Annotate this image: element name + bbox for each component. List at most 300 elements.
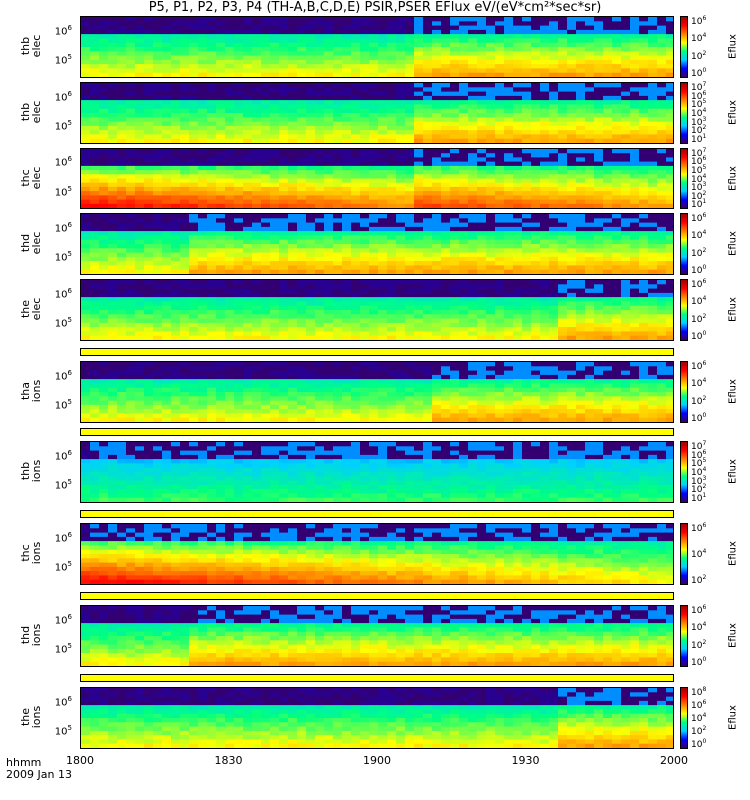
spectrogram-cell [576, 68, 586, 73]
spectrogram-cell [225, 214, 235, 219]
spectrogram-cell [252, 240, 262, 245]
spectrogram-cell [585, 113, 595, 118]
spectrogram-cell [378, 248, 388, 253]
spectrogram-cell [153, 293, 163, 298]
spectrogram-cell [630, 117, 640, 122]
spectrogram-cell [153, 418, 163, 423]
spectrogram-cell [243, 331, 253, 336]
spectrogram-cell [288, 200, 298, 205]
spectrogram-cell [369, 336, 379, 341]
spectrogram-cell [396, 117, 406, 122]
spectrogram-cell [135, 280, 145, 285]
spectrogram-cell [558, 204, 568, 209]
spectrogram-cell [315, 166, 325, 171]
spectrogram-cell [216, 413, 226, 418]
spectrogram-cell [225, 235, 235, 240]
spectrogram-cell [405, 166, 415, 171]
spectrogram-cell [378, 319, 388, 324]
spectrogram-cell [135, 388, 145, 393]
spectrogram-cell [450, 331, 460, 336]
spectrogram-cell [450, 21, 460, 26]
spectrogram-cell [378, 126, 388, 131]
spectrogram-cell [387, 218, 397, 223]
spectrogram-cell [450, 306, 460, 311]
spectrogram-cell [639, 223, 649, 228]
spectrogram-cell [567, 214, 577, 219]
spectrogram-cell [504, 162, 514, 167]
spectrogram-cell [270, 96, 280, 101]
spectrogram-cell [207, 96, 217, 101]
spectrogram-cell [315, 162, 325, 167]
spectrogram-cell [540, 280, 550, 285]
spectrogram-cell [153, 153, 163, 158]
spectrogram-cell [81, 413, 91, 418]
spectrogram-cell [153, 83, 163, 88]
spectrogram-cell [261, 218, 271, 223]
spectrogram-cell [369, 214, 379, 219]
spectrogram-cell [180, 204, 190, 209]
spectrogram-cell [126, 257, 136, 262]
spectrogram-cell [144, 56, 154, 61]
spectrogram-cell [639, 96, 649, 101]
spectrogram-cell [666, 56, 674, 61]
spectrogram-cell [423, 223, 433, 228]
colorbar-tick-label: $10^1$ [691, 133, 707, 146]
spectrogram-cell [603, 51, 613, 56]
spectrogram-cell [459, 223, 469, 228]
spectrogram-cell [621, 231, 631, 236]
spectrogram-cell [432, 323, 442, 328]
spectrogram-cell [126, 314, 136, 319]
spectrogram-cell [90, 388, 100, 393]
spectrogram-cell [540, 73, 550, 78]
spectrogram-cell [378, 244, 388, 249]
spectrogram-cell [180, 51, 190, 56]
spectrogram-cell [342, 253, 352, 258]
spectrogram-cell [513, 289, 523, 294]
spectrogram-cell [432, 265, 442, 270]
spectrogram-cell [558, 331, 568, 336]
spectrogram-cell [306, 92, 316, 97]
spectrogram-cell [279, 100, 289, 105]
spectrogram-cell [108, 248, 118, 253]
spectrogram-cell [315, 92, 325, 97]
spectrogram-cell [396, 157, 406, 162]
spectrogram-cell [333, 87, 343, 92]
spectrogram-cell [378, 265, 388, 270]
spectrogram-cell [252, 30, 262, 35]
spectrogram-cell [99, 187, 109, 192]
spectrogram-panel [80, 148, 674, 209]
spectrogram-cell [423, 284, 433, 289]
spectrogram-cell [585, 191, 595, 196]
spectrogram-cell [594, 26, 604, 31]
spectrogram-cell [216, 270, 226, 275]
spectrogram-cell [81, 383, 91, 388]
spectrogram-cell [144, 51, 154, 56]
spectrogram-cell [369, 113, 379, 118]
spectrogram-cell [261, 149, 271, 154]
spectrogram-cell [81, 227, 91, 232]
spectrogram-cell [612, 34, 622, 39]
spectrogram-cell [585, 183, 595, 188]
spectrogram-cell [153, 231, 163, 236]
spectrogram-cell [153, 51, 163, 56]
spectrogram-cell [189, 366, 199, 371]
spectrogram-cell [432, 153, 442, 158]
spectrogram-cell [189, 26, 199, 31]
spectrogram-cell [405, 195, 415, 200]
spectrogram-cell [216, 174, 226, 179]
spectrogram-cell [558, 170, 568, 175]
spectrogram-cell [531, 297, 541, 302]
spectrogram-cell [342, 34, 352, 39]
spectrogram-cell [432, 327, 442, 332]
spectrogram-cell [549, 223, 559, 228]
spectrogram-cell [153, 68, 163, 73]
spectrogram-cell [522, 218, 532, 223]
spectrogram-cell [117, 214, 127, 219]
spectrogram-cell [459, 113, 469, 118]
spectrogram-cell [549, 265, 559, 270]
spectrogram-cell [657, 166, 667, 171]
spectrogram-cell [450, 336, 460, 341]
spectrogram-cell [108, 323, 118, 328]
spectrogram-cell [270, 122, 280, 127]
spectrogram-cell [189, 73, 199, 78]
spectrogram-cell [342, 134, 352, 139]
spectrogram-cell [567, 109, 577, 114]
spectrogram-cell [225, 187, 235, 192]
spectrogram-cell [162, 413, 172, 418]
spectrogram-cell [603, 153, 613, 158]
spectrogram-cell [135, 261, 145, 266]
spectrogram-cell [531, 166, 541, 171]
spectrogram-cell [369, 289, 379, 294]
spectrogram-cell [468, 257, 478, 262]
spectrogram-cell [630, 223, 640, 228]
spectrogram-cell [423, 64, 433, 69]
spectrogram-cell [576, 139, 586, 144]
spectrogram-cell [414, 87, 424, 92]
spectrogram-cell [369, 301, 379, 306]
spectrogram-cell [180, 214, 190, 219]
spectrogram-cell [495, 179, 505, 184]
spectrogram-cell [342, 38, 352, 43]
spectrogram-cell [414, 235, 424, 240]
spectrogram-panel [80, 16, 674, 78]
spectrogram-cell [396, 280, 406, 285]
spectrogram-cell [180, 235, 190, 240]
spectrogram-cell [594, 73, 604, 78]
spectrogram-cell [288, 87, 298, 92]
spectrogram-cell [369, 314, 379, 319]
spectrogram-cell [387, 92, 397, 97]
spectrogram-cell [549, 244, 559, 249]
spectrogram-cell [621, 100, 631, 105]
spectrogram-cell [432, 157, 442, 162]
spectrogram-cell [207, 162, 217, 167]
spectrogram-cell [108, 418, 118, 423]
spectrogram-cell [225, 83, 235, 88]
spectrogram-cell [459, 214, 469, 219]
spectrogram-cell [216, 149, 226, 154]
spectrogram-cell [324, 306, 334, 311]
spectrogram-cell [423, 187, 433, 192]
spectrogram-cell [387, 231, 397, 236]
spectrogram-cell [81, 26, 91, 31]
spectrogram-cell [144, 109, 154, 114]
spectrogram-cell [531, 289, 541, 294]
spectrogram-cell [288, 162, 298, 167]
spectrogram-cell [513, 306, 523, 311]
spectrogram-cell [234, 280, 244, 285]
spectrogram-cell [603, 191, 613, 196]
spectrogram-cell [90, 261, 100, 266]
colorbar-tick-label: $10^4$ [691, 229, 707, 242]
spectrogram-cell [513, 183, 523, 188]
spectrogram-cell [360, 280, 370, 285]
spectrogram-cell [414, 17, 424, 22]
spectrogram-cell [189, 92, 199, 97]
spectrogram-cell [648, 297, 658, 302]
spectrogram-cell [99, 30, 109, 35]
spectrogram-cell [522, 253, 532, 258]
spectrogram-cell [243, 297, 253, 302]
spectrogram-cell [306, 227, 316, 232]
spectrogram-cell [387, 270, 397, 275]
spectrogram-cell [216, 21, 226, 26]
spectrogram-cell [576, 231, 586, 236]
spectrogram-cell [198, 383, 208, 388]
spectrogram-cell [387, 117, 397, 122]
spectrogram-cell [621, 248, 631, 253]
spectrogram-cell [306, 21, 316, 26]
spectrogram-cell [99, 227, 109, 232]
spectrogram-cell [180, 336, 190, 341]
spectrogram-cell [360, 183, 370, 188]
spectrogram-cell [522, 204, 532, 209]
spectrogram-cell [270, 126, 280, 131]
spectrogram-cell [288, 231, 298, 236]
spectrogram-cell [315, 253, 325, 258]
spectrogram-cell [432, 331, 442, 336]
spectrogram-cell [603, 130, 613, 135]
spectrogram-cell [207, 405, 217, 410]
spectrogram-cell [297, 153, 307, 158]
spectrogram-cell [423, 297, 433, 302]
spectrogram-cell [144, 73, 154, 78]
spectrogram-cell [243, 323, 253, 328]
spectrogram-cell [630, 191, 640, 196]
spectrogram-cell [324, 87, 334, 92]
spectrogram-cell [621, 51, 631, 56]
spectrogram-cell [549, 60, 559, 65]
spectrogram-cell [477, 183, 487, 188]
spectrogram-cell [180, 218, 190, 223]
spectrogram-cell [162, 362, 172, 367]
spectrogram-cell [603, 60, 613, 65]
spectrogram-cell [198, 126, 208, 131]
spectrogram-cell [261, 162, 271, 167]
spectrogram-cell [135, 96, 145, 101]
spectrogram-cell [225, 130, 235, 135]
spectrogram-cell [558, 310, 568, 315]
spectrogram-cell [567, 122, 577, 127]
spectrogram-cell [585, 174, 595, 179]
spectrogram-cell [126, 195, 136, 200]
spectrogram-cell [360, 174, 370, 179]
spectrogram-cell [333, 104, 343, 109]
spectrogram-cell [225, 60, 235, 65]
spectrogram-cell [261, 60, 271, 65]
spectrogram-cell [567, 26, 577, 31]
spectrogram-cell [360, 284, 370, 289]
spectrogram-cell [477, 73, 487, 78]
spectrogram-cell [225, 122, 235, 127]
spectrogram-cell [306, 38, 316, 43]
spectrogram-cell [180, 162, 190, 167]
spectrogram-cell [306, 104, 316, 109]
spectrogram-cell [216, 100, 226, 105]
spectrogram-cell [387, 293, 397, 298]
spectrogram-cell [108, 218, 118, 223]
spectrogram-cell [279, 68, 289, 73]
spectrogram-cell [225, 96, 235, 101]
spectrogram-cell [270, 362, 280, 367]
spectrogram-cell [459, 289, 469, 294]
spectrogram-cell [315, 323, 325, 328]
spectrogram-cell [477, 187, 487, 192]
spectrogram-cell [333, 257, 343, 262]
spectrogram-cell [90, 170, 100, 175]
spectrogram-cell [558, 289, 568, 294]
spectrogram-cell [459, 248, 469, 253]
spectrogram-cell [117, 134, 127, 139]
spectrogram-cell [261, 405, 271, 410]
spectrogram-cell [90, 43, 100, 48]
spectrogram-cell [108, 60, 118, 65]
spectrogram-cell [207, 418, 217, 423]
spectrogram-cell [252, 179, 262, 184]
spectrogram-cell [234, 38, 244, 43]
spectrogram-cell [261, 96, 271, 101]
spectrogram-cell [486, 43, 496, 48]
spectrogram-cell [549, 73, 559, 78]
spectrogram-cell [666, 223, 674, 228]
spectrogram-cell [342, 51, 352, 56]
spectrogram-cell [333, 204, 343, 209]
spectrogram-cell [108, 301, 118, 306]
spectrogram-cell [135, 104, 145, 109]
spectrogram-cell [288, 195, 298, 200]
spectrogram-cell [657, 265, 667, 270]
spectrogram-cell [216, 301, 226, 306]
spectrogram-cell [585, 240, 595, 245]
spectrogram-cell [351, 297, 361, 302]
spectrogram-cell [297, 327, 307, 332]
spectrogram-cell [621, 73, 631, 78]
spectrogram-cell [171, 392, 181, 397]
spectrogram-cell [297, 179, 307, 184]
spectrogram-cell [297, 191, 307, 196]
spectrogram-cell [621, 96, 631, 101]
spectrogram-cell [234, 323, 244, 328]
spectrogram-cell [558, 214, 568, 219]
spectrogram-cell [243, 43, 253, 48]
spectrogram-cell [567, 153, 577, 158]
spectrogram-cell [513, 280, 523, 285]
spectrogram-cell [576, 289, 586, 294]
spectrogram-cell [522, 301, 532, 306]
spectrogram-cell [657, 289, 667, 294]
spectrogram-cell [288, 314, 298, 319]
spectrogram-cell [126, 30, 136, 35]
spectrogram-cell [243, 240, 253, 245]
spectrogram-cell [639, 331, 649, 336]
spectrogram-cell [324, 126, 334, 131]
spectrogram-cell [612, 223, 622, 228]
spectrogram-cell [486, 51, 496, 56]
spectrogram-cell [513, 38, 523, 43]
spectrogram-cell [162, 310, 172, 315]
spectrogram-cell [279, 375, 289, 380]
spectrogram-cell [567, 293, 577, 298]
spectrogram-cell [297, 166, 307, 171]
spectrogram-cell [288, 218, 298, 223]
spectrogram-cell [387, 26, 397, 31]
spectrogram-cell [288, 183, 298, 188]
spectrogram-cell [162, 100, 172, 105]
spectrogram-cell [252, 117, 262, 122]
spectrogram-cell [486, 293, 496, 298]
spectrogram-cell [252, 388, 262, 393]
spectrogram-cell [297, 157, 307, 162]
spectrogram-cell [171, 122, 181, 127]
spectrogram-cell [90, 104, 100, 109]
spectrogram-cell [270, 257, 280, 262]
spectrogram-cell [108, 68, 118, 73]
spectrogram-cell [630, 265, 640, 270]
spectrogram-cell [117, 149, 127, 154]
spectrogram-cell [198, 235, 208, 240]
spectrogram-cell [414, 113, 424, 118]
spectrogram-cell [180, 83, 190, 88]
spectrogram-cell [297, 100, 307, 105]
spectrogram-cell [414, 265, 424, 270]
spectrogram-cell [495, 306, 505, 311]
spectrogram-cell [108, 149, 118, 154]
spectrogram-cell [261, 109, 271, 114]
spectrogram-image [81, 17, 674, 78]
spectrogram-cell [423, 30, 433, 35]
spectrogram-cell [342, 218, 352, 223]
spectrogram-cell [630, 47, 640, 52]
spectrogram-cell [594, 240, 604, 245]
spectrogram-cell [351, 183, 361, 188]
spectrogram-cell [99, 43, 109, 48]
spectrogram-cell [639, 166, 649, 171]
spectrogram-cell [378, 231, 388, 236]
spectrogram-cell [639, 187, 649, 192]
spectrogram-cell [648, 187, 658, 192]
spectrogram-cell [216, 38, 226, 43]
spectrogram-cell [117, 187, 127, 192]
spectrogram-cell [180, 122, 190, 127]
spectrogram-cell [198, 214, 208, 219]
spectrogram-cell [387, 139, 397, 144]
spectrogram-cell [171, 383, 181, 388]
